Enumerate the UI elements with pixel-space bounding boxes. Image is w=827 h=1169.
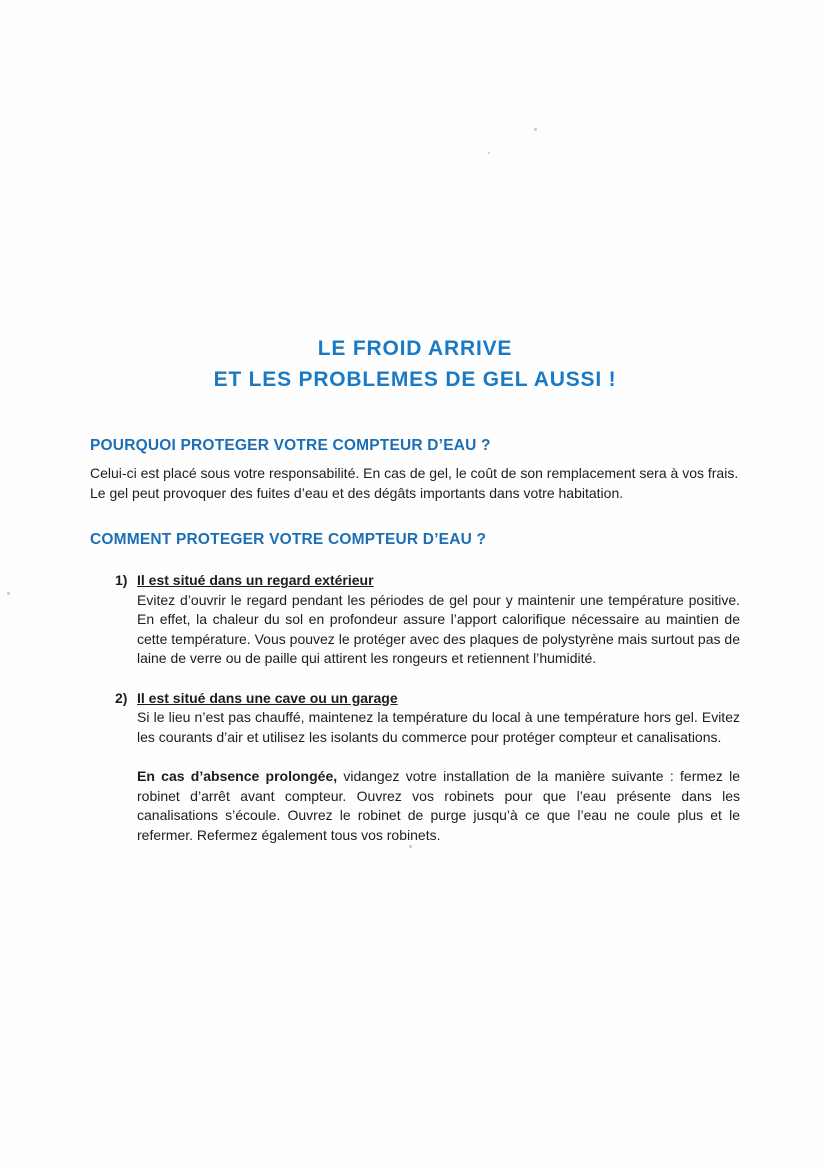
instructions-list <box>90 571 740 845</box>
document-title <box>90 333 740 395</box>
list-item-cave-garage <box>90 689 740 846</box>
list-item-subtitle: Il est situé dans une cave ou un garage <box>137 689 398 706</box>
document-title-line1: LE FROID ARRIVE <box>317 337 513 360</box>
absence-paragraph-lead: En cas d’absence prolongée, <box>137 768 338 784</box>
list-item-number: 2) <box>115 689 128 706</box>
section-comment <box>90 530 740 845</box>
section-pourquoi-heading: POURQUOI PROTEGER VOTRE COMPTEUR D’EAU ? <box>90 437 491 454</box>
scan-speck <box>488 152 490 154</box>
section-comment-heading: COMMENT PROTEGER VOTRE COMPTEUR D’EAU ? <box>90 531 487 548</box>
scan-speck <box>534 128 537 131</box>
section-pourquoi <box>90 436 740 503</box>
list-item-regard-exterieur <box>90 571 740 669</box>
list-item-content <box>137 571 740 669</box>
list-item-number: 1) <box>115 572 128 588</box>
section-pourquoi-body: Celui-ci est placé sous votre responsabilité. En cas de gel, le coût de son remplacement sera à vos frais. Le gel peut provoquer des fuites d’eau et des dégâts importants dans votre habitation. <box>90 465 739 501</box>
list-item-body: Evitez d’ouvrir le regard pendant les périodes de gel pour y maintenir une température positive. En effet, la chaleur du sol en profondeur assure l’apport calorifique nécessaire au maintien de cette température. Vous pouvez le protéger avec des plaques de polystyrène mais surtout pas de laine de verre ou de paille qui attirent les rongeurs et retiennent l’humidité. <box>137 591 740 666</box>
list-item-body: Si le lieu n’est pas chauffé, maintenez la température du local à une température hors gel. Evitez les courants d’air et utilisez les isolants du commerce pour protéger compteur et canalisations. <box>137 709 740 745</box>
absence-paragraph <box>137 767 740 845</box>
document-title-line2: ET LES PROBLEMES DE GEL AUSSI ! <box>213 368 617 391</box>
list-item-content <box>137 689 740 846</box>
scan-speck <box>409 845 412 848</box>
list-item-subtitle: Il est situé dans un regard extérieur <box>137 572 374 588</box>
absence-paragraph-rest: vidangez votre installation de la manière suivante : fermez le robinet d’arrêt avant compteur. Ouvrez vos robinets pour que l’eau présente dans les canalisations s’écoule. Ouvrez le robinet de purge jusqu’à ce que l’eau ne coule plus et le refermer. Refermez également tous vos robinets. <box>137 768 740 843</box>
scan-speck <box>7 592 10 595</box>
